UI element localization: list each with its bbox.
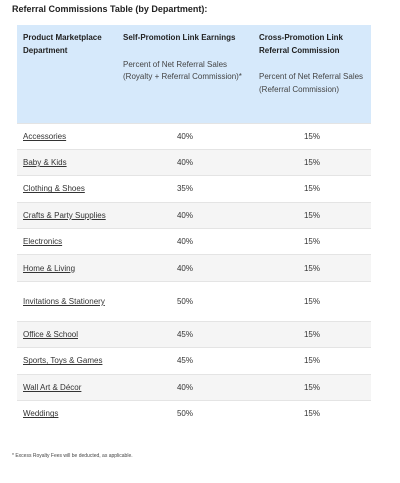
self-promotion-cell: 40%	[117, 123, 253, 149]
page-title: Referral Commissions Table (by Department):	[12, 4, 208, 14]
header-cross-promotion-sublabel: Percent of Net Referral Sales (Referral Commission)	[259, 72, 364, 94]
cross-promotion-cell: 15%	[253, 321, 371, 347]
department-cell	[17, 321, 117, 347]
self-promotion-cell: 40%	[117, 202, 253, 228]
cross-promotion-cell: 15%	[253, 348, 371, 374]
self-promotion-cell: 50%	[117, 401, 253, 427]
table-row	[17, 281, 371, 321]
department-link[interactable]: Office & School	[23, 330, 78, 340]
table-header-row	[17, 25, 371, 123]
cross-promotion-cell: 15%	[253, 202, 371, 228]
department-cell	[17, 176, 117, 202]
header-self-promotion-sublabel: Percent of Net Referral Sales (Royalty + Referral Commission)*	[123, 59, 242, 81]
cross-promotion-cell: 15%	[253, 229, 371, 255]
self-promotion-cell: 45%	[117, 348, 253, 374]
cross-promotion-cell: 15%	[253, 401, 371, 427]
table-row	[17, 401, 371, 427]
cross-promotion-cell: 15%	[253, 123, 371, 149]
department-cell	[17, 202, 117, 228]
table-row	[17, 321, 371, 347]
self-promotion-cell: 40%	[117, 149, 253, 175]
header-department	[17, 25, 117, 123]
department-cell	[17, 348, 117, 374]
table-row	[17, 149, 371, 175]
department-link[interactable]: Weddings	[23, 409, 59, 419]
self-promotion-cell: 35%	[117, 176, 253, 202]
header-cross-promotion-label: Cross-Promotion Link Referral Commission	[259, 33, 344, 55]
table-row	[17, 202, 371, 228]
cross-promotion-cell: 15%	[253, 149, 371, 175]
table-row	[17, 374, 371, 400]
commissions-table	[17, 25, 371, 427]
table-row	[17, 348, 371, 374]
self-promotion-cell: 50%	[117, 281, 253, 321]
cross-promotion-cell: 15%	[253, 281, 371, 321]
department-link[interactable]: Accessories	[23, 131, 67, 141]
department-link[interactable]: Electronics	[23, 237, 63, 247]
self-promotion-cell: 40%	[117, 255, 253, 281]
cross-promotion-cell: 15%	[253, 176, 371, 202]
department-link[interactable]: Wall Art & Décor	[23, 382, 82, 392]
department-cell	[17, 149, 117, 175]
self-promotion-cell: 40%	[117, 229, 253, 255]
self-promotion-cell: 45%	[117, 321, 253, 347]
header-self-promotion	[117, 25, 253, 123]
table-row	[17, 229, 371, 255]
department-cell	[17, 229, 117, 255]
department-cell	[17, 123, 117, 149]
department-link[interactable]: Baby & Kids	[23, 158, 67, 168]
department-cell	[17, 374, 117, 400]
table-row	[17, 123, 371, 149]
footnote: * Excess Royalty Fees will be deducted, as applicable.	[12, 453, 133, 459]
cross-promotion-cell: 15%	[253, 255, 371, 281]
department-link[interactable]: Home & Living	[23, 263, 76, 273]
department-cell	[17, 281, 117, 321]
department-link[interactable]: Crafts & Party Supplies	[23, 210, 106, 220]
department-link[interactable]: Sports, Toys & Games	[23, 356, 103, 366]
table-row	[17, 255, 371, 281]
self-promotion-cell: 40%	[117, 374, 253, 400]
header-department-label: Product Marketplace Department	[23, 33, 102, 55]
department-link[interactable]: Clothing & Shoes	[23, 184, 85, 194]
cross-promotion-cell: 15%	[253, 374, 371, 400]
department-cell	[17, 255, 117, 281]
header-self-promotion-label: Self-Promotion Link Earnings	[123, 33, 236, 42]
header-cross-promotion	[253, 25, 371, 123]
table-row	[17, 176, 371, 202]
department-link[interactable]: Invitations & Stationery	[23, 296, 105, 306]
department-cell	[17, 401, 117, 427]
